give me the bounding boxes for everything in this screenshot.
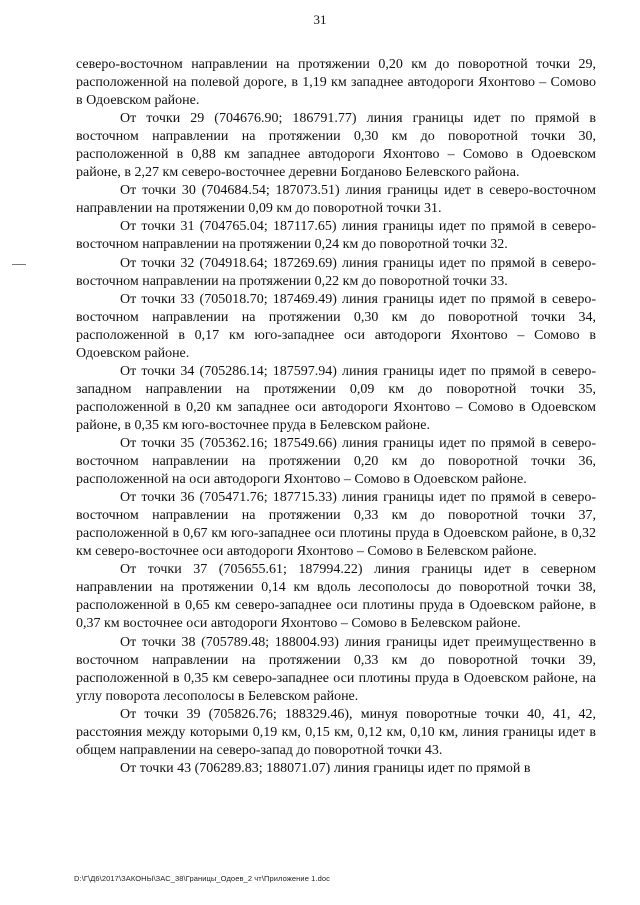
paragraph-point-30: От точки 30 (704684.54; 187073.51) линия границы идет в северо-восточном направлении на протяжении 0,09 км до поворотной точки 31. bbox=[76, 183, 596, 217]
paragraph-point-36: От точки 36 (705471.76; 187715.33) линия границы идет по прямой в северо-восточном направлении на протяжении 0,33 км до поворотной точки 37, расположенной в 0,67 км юго-западнее оси плотины пруда в Одоевском районе, в 0,32 км северо-восточнее оси автодороги Яхонтово – Сомово в Белевском районе. bbox=[76, 490, 596, 560]
paragraph-point-29: От точки 29 (704676.90; 186791.77) линия границы идет по прямой в восточном направлении на протяжении 0,30 км до поворотной точки 30, расположенной в 0,88 км западнее автодороги Яхонтово – Сомово в Одоевском районе, в 2,27 км северо-восточнее деревни Богданово Белевского района. bbox=[76, 111, 596, 181]
margin-mark bbox=[12, 264, 26, 265]
paragraph-point-35: От точки 35 (705362.16; 187549.66) линия границы идет по прямой в северо-восточном направлении на протяжении 0,20 км до поворотной точки 36, расположенной на оси автодороги Яхонтово – Сомово в Одоевском районе. bbox=[76, 435, 596, 488]
paragraph-point-32: От точки 32 (704918.64; 187269.69) линия границы идет по прямой в северо-восточном направлении на протяжении 0,22 км до поворотной точки 33. bbox=[76, 255, 596, 289]
document-body bbox=[76, 56, 596, 778]
footer-file-path: D:\Г\Д6\2017\ЗАКОНЫ\ЗАС_38\Границы_Одоев_2 чт\Приложение 1.doc bbox=[74, 874, 331, 883]
page-number: 31 bbox=[313, 12, 327, 27]
paragraph-continuation: северо-восточном направлении на протяжении 0,20 км до поворотной точки 29, расположенной на полевой дороге, в 1,19 км западнее автодороги Яхонтово – Сомово в Одоевском районе. bbox=[76, 57, 596, 109]
paragraph-point-34: От точки 34 (705286.14; 187597.94) линия границы идет по прямой в северо-западном направлении на протяжении 0,09 км до поворотной точки 35, расположенной в 0,20 км западнее оси автодороги Яхонтово – Сомово в Одоевском районе, в 0,35 км юго-восточнее пруда в Белевском районе. bbox=[76, 363, 596, 433]
paragraph-point-33: От точки 33 (705018.70; 187469.49) линия границы идет по прямой в северо-восточном направлении на протяжении 0,30 км до поворотной точки 34, расположенной в 0,17 км юго-западнее оси автодороги Яхонтово – Сомово в Одоевском районе. bbox=[76, 291, 596, 361]
paragraph-point-37: От точки 37 (705655.61; 187994.22) линия границы идет в северном направлении на протяжении 0,14 км вдоль лесополосы до поворотной точки 38, расположенной в 0,65 км северо-западнее оси плотины пруда в Одоевском районе, в 0,37 км восточнее оси автодороги Яхонтово – Сомово в Белевском районе. bbox=[76, 562, 596, 632]
paragraph-point-39: От точки 39 (705826.76; 188329.46), минуя поворотные точки 40, 41, 42, расстояния между которыми 0,19 км, 0,15 км, 0,12 км, 0,10 км, линия границы идет в общем направлении на северо-запад до поворотной точки 43. bbox=[76, 706, 596, 758]
paragraph-point-31: От точки 31 (704765.04; 187117.65) линия границы идет по прямой в северо-восточном направлении на протяжении 0,24 км до поворотной точки 32. bbox=[76, 219, 596, 253]
paragraph-point-43: От точки 43 (706289.83; 188071.07) линия границы идет по прямой в bbox=[120, 760, 531, 776]
paragraph-point-38: От точки 38 (705789.48; 188004.93) линия границы идет преимущественно в восточном направлении на протяжении 0,33 км до поворотной точки 39, расположенной в 0,35 км северо-западнее оси плотины пруда в Одоевском районе, на углу поворота лесополосы в Белевском районе. bbox=[76, 634, 596, 704]
